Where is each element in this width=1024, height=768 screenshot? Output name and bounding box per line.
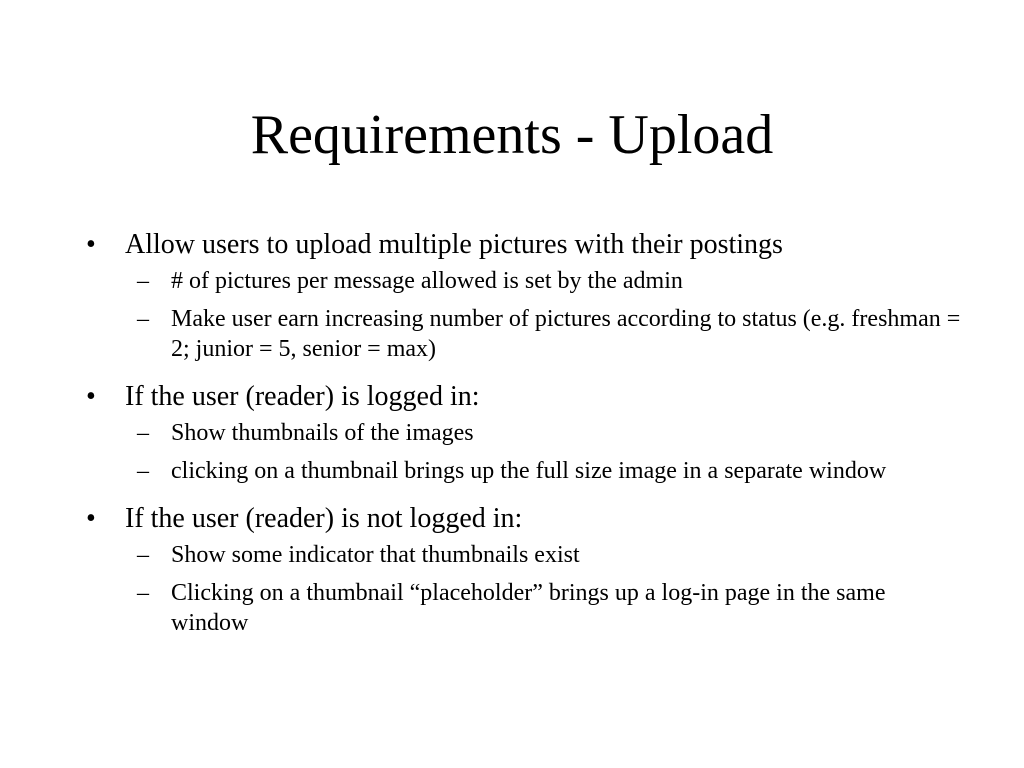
bullet-item [0,226,1024,364]
bullet-marker: • [86,381,96,412]
sub-bullet-text: # of pictures per message allowed is set by the admin [171,268,683,294]
sub-bullet-text: Show some indicator that thumbnails exist [171,542,580,568]
sub-bullet-marker: – [137,306,149,332]
bullet-text: Allow users to upload multiple pictures with their postings [125,229,783,260]
sub-bullet-item [125,540,964,570]
bullet-text: If the user (reader) is logged in: [125,381,480,412]
sub-bullet-marker: – [137,542,149,568]
sub-bullet-item [125,266,964,296]
sub-bullet-item [125,456,964,486]
bullet-item [0,378,1024,486]
sub-bullet-item [125,418,964,448]
bullet-item [0,500,1024,638]
sub-bullet-item [125,304,964,364]
sub-bullet-marker: – [137,458,149,484]
bullet-marker: • [86,503,96,534]
sub-bullet-list [125,418,964,486]
sub-bullet-text: clicking on a thumbnail brings up the full size image in a separate window [171,458,887,484]
sub-bullet-list [125,266,964,364]
bullet-marker: • [86,229,96,260]
sub-bullet-list [125,540,964,638]
sub-bullet-item [125,578,964,638]
sub-bullet-text: Make user earn increasing number of pictures according to status (e.g. freshman = 2; junior = 5, senior = max) [171,306,961,362]
bullet-text: If the user (reader) is not logged in: [125,503,523,534]
bullet-list [0,226,1024,638]
sub-bullet-marker: – [137,420,149,446]
sub-bullet-text: Clicking on a thumbnail “placeholder” brings up a log-in page in the same window [171,580,886,636]
sub-bullet-marker: – [137,580,149,606]
sub-bullet-marker: – [137,268,149,294]
sub-bullet-text: Show thumbnails of the images [171,420,474,446]
slide-title: Requirements - Upload [250,104,774,166]
